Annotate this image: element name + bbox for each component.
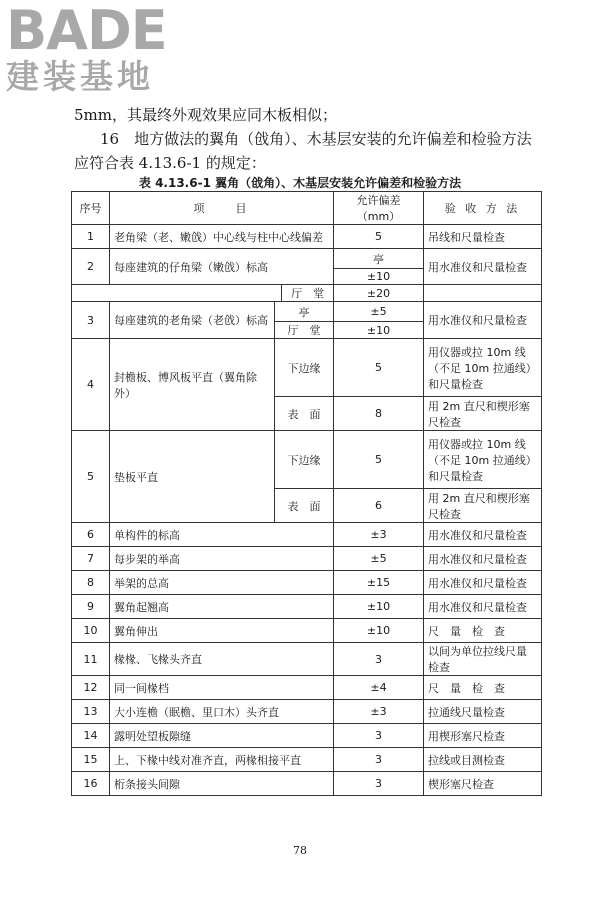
row-item: 每座建筑的仔角梁（嫩戗）标高 [110, 249, 334, 285]
row-no: 7 [72, 547, 110, 571]
table-row [72, 619, 542, 643]
row-method: 用楔形塞尺检查 [424, 724, 542, 748]
row-tolerance: ±4 [334, 676, 424, 700]
row-subitem: 亭 [373, 252, 384, 266]
header-tolerance: 允许偏差（mm） [334, 192, 424, 225]
table-row [72, 431, 542, 489]
row-tolerance: ±20 [334, 285, 424, 302]
header-method: 验 收 方 法 [424, 192, 542, 225]
table-row [72, 772, 542, 796]
table-row [72, 676, 542, 700]
row-item: 举架的总高 [110, 571, 334, 595]
table-row [72, 339, 542, 397]
table-row [72, 523, 542, 547]
table-row [72, 700, 542, 724]
row-subitem-tolerance [334, 249, 424, 269]
header-item: 项 目 [110, 192, 334, 225]
row-tolerance: ±15 [334, 571, 424, 595]
row-method: 用仪器或拉 10m 线（不足 10m 拉通线）和尺量检查 [424, 339, 542, 397]
row-method: 用 2m 直尺和楔形塞尺检查 [424, 397, 542, 431]
table-header-row [72, 192, 542, 225]
table-row [72, 225, 542, 249]
row-subitem: 下边缘 [275, 431, 334, 489]
row-item: 每座建筑的老角梁（老戗）标高 [110, 302, 275, 339]
row-method: 用水准仪和尺量检查 [424, 302, 542, 339]
row-tolerance: 5 [334, 431, 424, 489]
row-tolerance: 3 [334, 643, 424, 676]
logo-latin: BADE [6, 0, 167, 62]
table-caption: 表 4.13.6-1 翼角（戗角）、木基层安装允许偏差和检验方法 [138, 176, 462, 190]
row-tolerance: ±5 [334, 547, 424, 571]
row-no: 3 [72, 302, 110, 339]
row-no: 15 [72, 748, 110, 772]
row-method: 以间为单位拉线尺量检查 [424, 643, 542, 676]
row-no: 9 [72, 595, 110, 619]
row-method: 拉线或目测检查 [424, 748, 542, 772]
row-no: 12 [72, 676, 110, 700]
row-item: 桁条接头间隙 [110, 772, 334, 796]
row-method: 拉通线尺量检查 [424, 700, 542, 724]
body-line-1: 5mm，其最终外观效果应同木板相似； [74, 106, 337, 124]
header-no: 序号 [72, 192, 110, 225]
row-method: 用水准仪和尺量检查 [424, 595, 542, 619]
row-method: 楔形塞尺检查 [424, 772, 542, 796]
table-row [72, 571, 542, 595]
row-no: 10 [72, 619, 110, 643]
body-line-3: 应符合表 4.13.6-1 的规定： [74, 154, 266, 172]
row-spacer [72, 285, 334, 302]
row-item: 翼角伸出 [110, 619, 334, 643]
row-tolerance: ±10 [334, 322, 424, 339]
row-item: 老角梁（老、嫩戗）中心线与柱中心线偏差 [110, 225, 334, 249]
logo-cjk: 建装基地 [6, 57, 154, 96]
row-no: 13 [72, 700, 110, 724]
row-method: 用水准仪和尺量检查 [424, 547, 542, 571]
row-tolerance: 3 [334, 772, 424, 796]
page-number: 78 [293, 844, 307, 857]
row-tolerance: 5 [334, 339, 424, 397]
row-subitem: 下边缘 [275, 339, 334, 397]
row-subitem: 表 面 [275, 489, 334, 523]
row-no: 11 [72, 643, 110, 676]
row-tolerance: ±10 [334, 269, 424, 285]
row-subitem: 厅 堂 [281, 285, 333, 301]
row-method: 用水准仪和尺量检查 [424, 249, 542, 285]
row-tolerance: ±5 [334, 302, 424, 322]
row-item: 封檐板、博风板平直（翼角除外） [110, 339, 275, 431]
row-tolerance: 8 [334, 397, 424, 431]
row-method: 吊线和尺量检查 [424, 225, 542, 249]
table-row [72, 748, 542, 772]
row-tolerance: 3 [334, 724, 424, 748]
row-item: 每步架的举高 [110, 547, 334, 571]
row-tolerance: 6 [334, 489, 424, 523]
row-item: 露明处望板隙缝 [110, 724, 334, 748]
row-method: 尺 量 检 查 [424, 676, 542, 700]
table-row [72, 547, 542, 571]
tolerance-table [71, 191, 542, 796]
row-tolerance: ±3 [334, 700, 424, 724]
table-row [72, 724, 542, 748]
table-row [72, 643, 542, 676]
body-line-2: 16 地方做法的翼角（戗角）、木基层安装的允许偏差和检验方法 [100, 130, 532, 148]
row-method: 用 2m 直尺和楔形塞尺检查 [424, 489, 542, 523]
row-method: 用水准仪和尺量检查 [424, 571, 542, 595]
row-method: 用水准仪和尺量检查 [424, 523, 542, 547]
table-row [72, 249, 542, 269]
row-subitem: 厅 堂 [275, 322, 334, 339]
table-subrow [72, 285, 542, 302]
row-tolerance: 3 [334, 748, 424, 772]
row-subitem: 亭 [275, 302, 334, 322]
logo [6, 0, 176, 100]
row-tolerance: ±3 [334, 523, 424, 547]
row-no: 14 [72, 724, 110, 748]
row-item: 上、下椽中线对准齐直，两椽相接平直 [110, 748, 334, 772]
table-row [72, 595, 542, 619]
row-item: 单构件的标高 [110, 523, 334, 547]
row-no: 4 [72, 339, 110, 431]
row-no: 2 [72, 249, 110, 285]
row-item: 翼角起翘高 [110, 595, 334, 619]
row-item: 大小连檐（眠檐、里口木）头齐直 [110, 700, 334, 724]
row-no: 5 [72, 431, 110, 523]
row-no: 16 [72, 772, 110, 796]
row-subitem: 表 面 [275, 397, 334, 431]
row-item: 同一间椽档 [110, 676, 334, 700]
row-tolerance: ±10 [334, 619, 424, 643]
row-method-cont [424, 285, 542, 302]
row-tolerance: ±10 [334, 595, 424, 619]
row-method: 用仪器或拉 10m 线（不足 10m 拉通线）和尺量检查 [424, 431, 542, 489]
row-tolerance: 5 [334, 225, 424, 249]
row-no: 1 [72, 225, 110, 249]
row-no: 8 [72, 571, 110, 595]
row-no: 6 [72, 523, 110, 547]
row-item: 垫板平直 [110, 431, 275, 523]
row-item: 椽椽、飞椽头齐直 [110, 643, 334, 676]
row-method: 尺 量 检 查 [424, 619, 542, 643]
table-row [72, 302, 542, 322]
